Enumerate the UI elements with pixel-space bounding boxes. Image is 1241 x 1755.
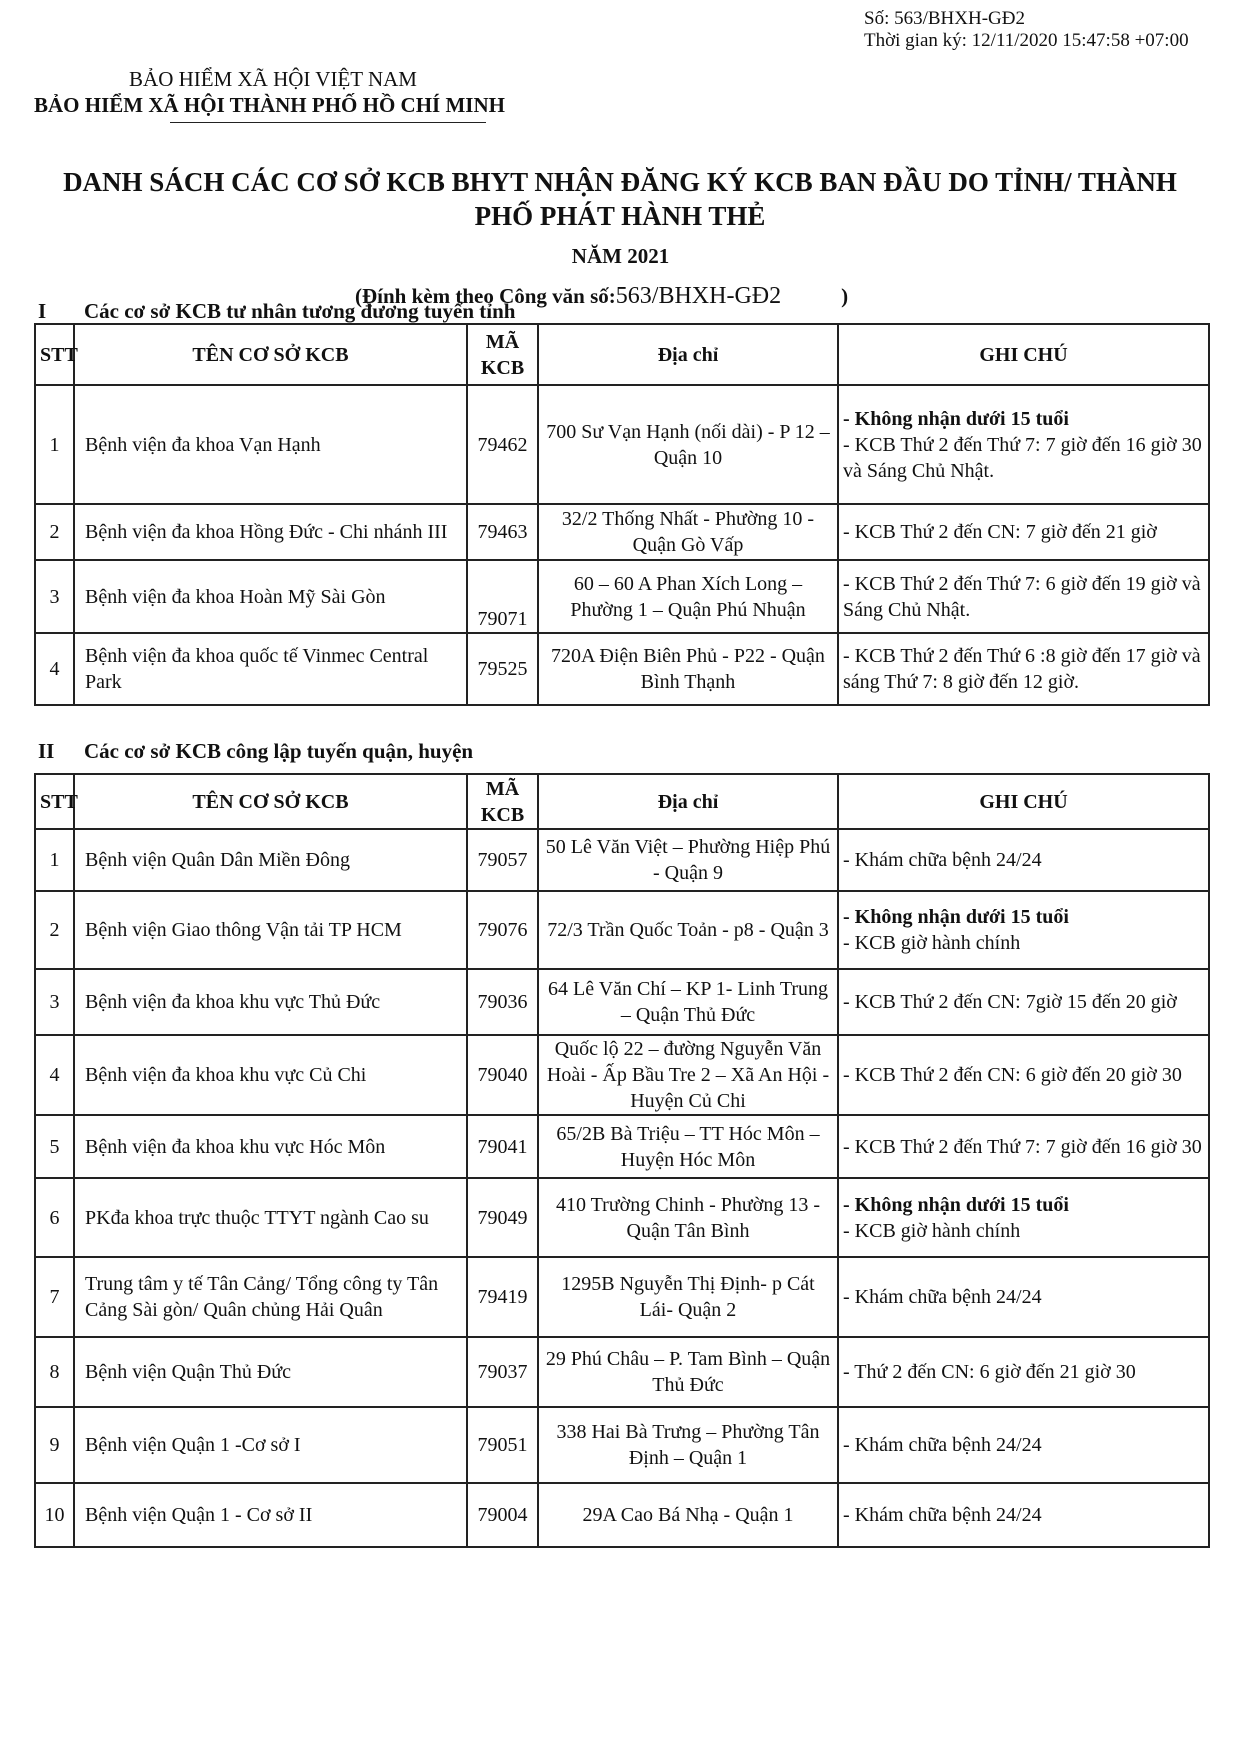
cell-address: 720A Điện Biên Phủ - P22 - Quận Bình Thạnh [538, 633, 838, 705]
cell-stt: 4 [35, 633, 74, 705]
cell-code: 79419 [467, 1257, 538, 1337]
note-text: - Khám chữa bệnh 24/24 [843, 1504, 1042, 1526]
table-row [35, 969, 1209, 1035]
note-text: - KCB Thứ 2 đến Thứ 6 :8 giờ đến 17 giờ và sáng Thứ 7: 8 giờ đến 12 giờ. [843, 645, 1201, 693]
cell-name: Bệnh viện đa khoa quốc tế Vinmec Central Park [74, 633, 467, 705]
cell-name: Bệnh viện đa khoa khu vực Hóc Môn [74, 1115, 467, 1178]
cell-code: 79040 [467, 1035, 538, 1115]
table-header-row [35, 774, 1209, 829]
attach-suffix: ) [841, 284, 849, 308]
attach-number: 563/BHXH-GĐ2 [615, 283, 782, 309]
note-text: - KCB Thứ 2 đến Thứ 7: 6 giờ đến 19 giờ và Sáng Chủ Nhật. [843, 572, 1201, 621]
cell-code: 79463 [467, 504, 538, 560]
cell-code: 79057 [467, 829, 538, 891]
cell-address: 410 Trường Chinh - Phường 13 - Quận Tân Bình [538, 1178, 838, 1257]
header-stt: STT [35, 774, 74, 829]
header-address: Địa chỉ [538, 774, 838, 829]
cell-stt: 10 [35, 1483, 74, 1547]
note-warning: - Không nhận dưới 15 tuổi [843, 1193, 1069, 1216]
cell-name: PKđa khoa trực thuộc TTYT ngành Cao su [74, 1178, 467, 1257]
cell-address: 64 Lê Văn Chí – KP 1- Linh Trung – Quận Thủ Đức [538, 969, 838, 1035]
document-title [40, 165, 1200, 233]
note-text: - KCB giờ hành chính [843, 1219, 1021, 1242]
cell-address: 29 Phú Châu – P. Tam Bình – Quận Thủ Đức [538, 1337, 838, 1407]
cell-address: 700 Sư Vạn Hạnh (nối dài) - P 12 – Quận 10 [538, 385, 838, 504]
section2-heading [38, 739, 473, 764]
cell-note [838, 1178, 1209, 1257]
note-text: - KCB Thứ 2 đến CN: 6 giờ đến 20 giờ 30 [843, 1064, 1182, 1086]
header-note: GHI CHÚ [838, 774, 1209, 829]
signed-time: Thời gian ký: 12/11/2020 15:47:58 +07:00 [864, 30, 1189, 51]
agency-header [30, 66, 516, 118]
cell-code: 79041 [467, 1115, 538, 1178]
agency-underline [170, 122, 486, 123]
header-code: MÃ KCB [467, 324, 538, 385]
cell-address: 65/2B Bà Triệu – TT Hóc Môn – Huyện Hóc Môn [538, 1115, 838, 1178]
note-warning: - Không nhận dưới 15 tuổi [843, 906, 1069, 928]
cell-name: Bệnh viện đa khoa khu vực Thủ Đức [74, 969, 467, 1035]
attach-prefix: (Đính kèm theo Công văn số: [355, 284, 616, 308]
cell-address: 72/3 Trần Quốc Toản - p8 - Quận 3 [538, 891, 838, 969]
cell-stt: 1 [35, 385, 74, 504]
cell-note [838, 560, 1209, 633]
section2-table [34, 773, 1210, 1548]
note-text: - KCB Thứ 2 đến CN: 7giờ 15 đến 20 giờ [843, 991, 1177, 1013]
header-note: GHI CHÚ [838, 324, 1209, 385]
section1-heading [38, 299, 515, 324]
section1-title: Các cơ sở KCB tư nhân tương đương tuyến tỉnh [84, 299, 516, 323]
cell-name: Bệnh viện đa khoa Vạn Hạnh [74, 385, 467, 504]
table-row [35, 385, 1209, 504]
cell-name: Trung tâm y tế Tân Cảng/ Tổng công ty Tân Cảng Sài gòn/ Quân chủng Hải Quân [74, 1257, 467, 1337]
cell-stt: 6 [35, 1178, 74, 1257]
cell-code: 79525 [467, 633, 538, 705]
title-line1: DANH SÁCH CÁC CƠ SỞ KCB BHYT NHẬN ĐĂNG KÝ KCB BAN ĐẦU DO TỈNH/ THÀNH [63, 167, 1177, 197]
cell-name: Bệnh viện đa khoa khu vực Củ Chi [74, 1035, 467, 1115]
note-text: - Khám chữa bệnh 24/24 [843, 1434, 1042, 1456]
note-text: - KCB Thứ 2 đến CN: 7 giờ đến 21 giờ [843, 521, 1157, 543]
title-line2: PHỐ PHÁT HÀNH THẺ [474, 201, 766, 231]
table-row [35, 891, 1209, 969]
section2-roman: II [38, 739, 55, 763]
section1-roman: I [38, 299, 47, 323]
cell-address: 50 Lê Văn Việt – Phường Hiệp Phú - Quận 9 [538, 829, 838, 891]
cell-name: Bệnh viện Quân Dân Miền Đông [74, 829, 467, 891]
note-text: - Thứ 2 đến CN: 6 giờ đến 21 giờ 30 [843, 1361, 1136, 1383]
header-name: TÊN CƠ SỞ KCB [74, 774, 467, 829]
table-row [35, 1257, 1209, 1337]
cell-note [838, 891, 1209, 969]
cell-stt: 1 [35, 829, 74, 891]
cell-address: 29A Cao Bá Nhạ - Quận 1 [538, 1483, 838, 1547]
document-number: Số: 563/BHXH-GĐ2 [864, 8, 1025, 29]
header-stt: STT [35, 324, 74, 385]
table-row [35, 504, 1209, 560]
cell-name: Bệnh viện Quận Thủ Đức [74, 1337, 467, 1407]
cell-name: Bệnh viện Quận 1 - Cơ sở II [74, 1483, 467, 1547]
cell-stt: 7 [35, 1257, 74, 1337]
table-row [35, 829, 1209, 891]
cell-address: 338 Hai Bà Trưng – Phường Tân Định – Quận 1 [538, 1407, 838, 1483]
agency-line2: BẢO HIỂM XÃ HỘI THÀNH PHỐ HỒ CHÍ MINH [34, 93, 505, 117]
section1-table [34, 323, 1210, 706]
cell-code: 79051 [467, 1407, 538, 1483]
table-row [35, 633, 1209, 705]
cell-stt: 2 [35, 504, 74, 560]
table-row [35, 1407, 1209, 1483]
cell-name: Bệnh viện Quận 1 -Cơ sở I [74, 1407, 467, 1483]
table-row [35, 1483, 1209, 1547]
cell-note [838, 1035, 1209, 1115]
table-header-row [35, 324, 1209, 385]
cell-note [838, 829, 1209, 891]
document-year: NĂM 2021 [571, 244, 670, 268]
cell-code: 79036 [467, 969, 538, 1035]
cell-stt: 2 [35, 891, 74, 969]
cell-note [838, 504, 1209, 560]
cell-stt: 8 [35, 1337, 74, 1407]
cell-code: 79071 [467, 560, 538, 633]
table-row [35, 560, 1209, 633]
cell-note [838, 633, 1209, 705]
cell-name: Bệnh viện đa khoa Hồng Đức - Chi nhánh III [74, 504, 467, 560]
cell-address: 60 – 60 A Phan Xích Long – Phường 1 – Quận Phú Nhuận [538, 560, 838, 633]
header-code: MÃ KCB [467, 774, 538, 829]
section2-title: Các cơ sở KCB công lập tuyến quận, huyện [84, 739, 474, 763]
cell-address: Quốc lộ 22 – đường Nguyễn Văn Hoài - Ấp Bầu Tre 2 – Xã An Hội - Huyện Củ Chi [538, 1035, 838, 1115]
cell-note [838, 385, 1209, 504]
note-text: - Khám chữa bệnh 24/24 [843, 1286, 1042, 1308]
signature-block [864, 8, 1189, 52]
cell-note [838, 969, 1209, 1035]
cell-stt: 9 [35, 1407, 74, 1483]
header-name: TÊN CƠ SỞ KCB [74, 324, 467, 385]
table-row [35, 1337, 1209, 1407]
note-text: - Khám chữa bệnh 24/24 [843, 849, 1042, 871]
cell-name: Bệnh viện đa khoa Hoàn Mỹ Sài Gòn [74, 560, 467, 633]
cell-stt: 5 [35, 1115, 74, 1178]
table-row [35, 1178, 1209, 1257]
table-row [35, 1035, 1209, 1115]
cell-code: 79037 [467, 1337, 538, 1407]
cell-note [838, 1483, 1209, 1547]
cell-stt: 3 [35, 969, 74, 1035]
cell-note [838, 1337, 1209, 1407]
cell-stt: 3 [35, 560, 74, 633]
cell-code: 79004 [467, 1483, 538, 1547]
header-address: Địa chỉ [538, 324, 838, 385]
agency-line1: BẢO HIỂM XÃ HỘI VIỆT NAM [129, 67, 417, 91]
cell-note [838, 1407, 1209, 1483]
cell-code: 79049 [467, 1178, 538, 1257]
cell-note [838, 1115, 1209, 1178]
note-text: - KCB Thứ 2 đến Thứ 7: 7 giờ đến 16 giờ 30 và Sáng Chủ Nhật. [843, 433, 1202, 482]
note-text: - KCB giờ hành chính [843, 932, 1021, 954]
cell-note [838, 1257, 1209, 1337]
note-warning: - Không nhận dưới 15 tuổi [843, 407, 1069, 430]
cell-address: 1295B Nguyễn Thị Định- p Cát Lái- Quận 2 [538, 1257, 838, 1337]
note-text: - KCB Thứ 2 đến Thứ 7: 7 giờ đến 16 giờ 30 [843, 1135, 1202, 1158]
cell-code: 79462 [467, 385, 538, 504]
cell-code: 79076 [467, 891, 538, 969]
cell-stt: 4 [35, 1035, 74, 1115]
table-row [35, 1115, 1209, 1178]
cell-name: Bệnh viện Giao thông Vận tải TP HCM [74, 891, 467, 969]
cell-address: 32/2 Thống Nhất - Phường 10 - Quận Gò Vấp [538, 504, 838, 560]
